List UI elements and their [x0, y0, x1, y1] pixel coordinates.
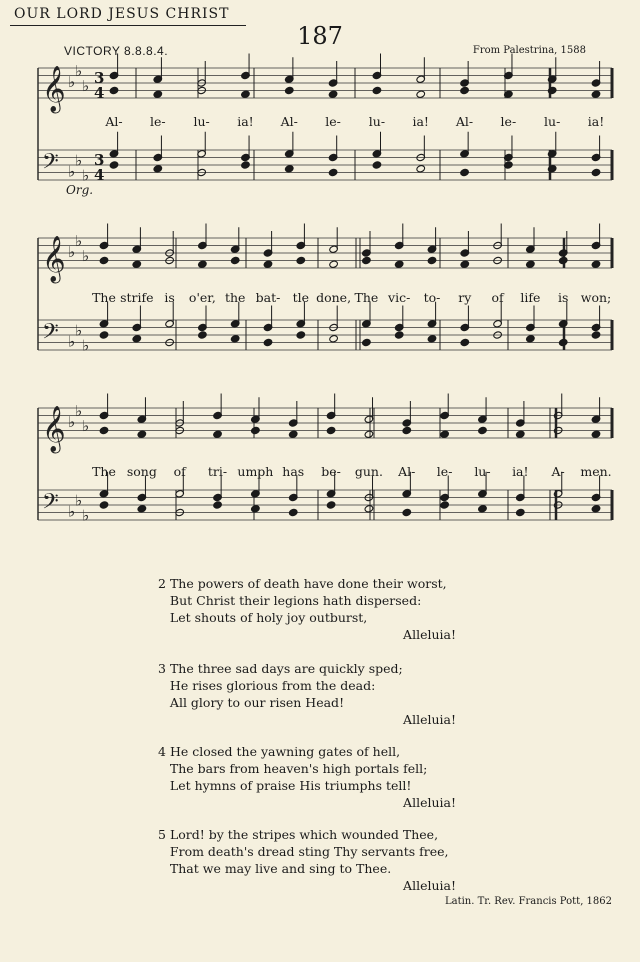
note-head [230, 256, 240, 264]
lyric-syllable: o'er, [188, 290, 216, 305]
lyric-syllable: The [92, 464, 116, 479]
verse-5 [158, 826, 456, 894]
verse-4 [158, 743, 456, 811]
lyric-syllable: lu- [368, 114, 386, 129]
note-head [372, 161, 382, 169]
note-head [296, 331, 306, 339]
note-head [558, 256, 568, 264]
verse-3 [158, 660, 456, 728]
lyric-syllable: ia! [412, 114, 429, 129]
lyric-syllable: life [520, 290, 541, 305]
note-head [329, 260, 339, 268]
text-attribution: Latin. Tr. Rev. Francis Pott, 1862 [444, 896, 612, 907]
note-head [263, 260, 273, 268]
note-head [372, 86, 382, 94]
flat-icon: ♭ [82, 76, 90, 95]
note-head [99, 426, 109, 434]
flat-icon: ♭ [68, 162, 76, 181]
note-head [402, 426, 412, 434]
note-head [213, 430, 223, 438]
flat-icon: ♭ [82, 506, 90, 525]
verse-line: All glory to our risen Head! [169, 695, 345, 710]
lyric-syllable: A- [551, 464, 565, 479]
flat-icon: ♭ [75, 231, 83, 250]
note-head [460, 260, 470, 268]
verse-line: He rises glorious from the dead: [169, 678, 376, 693]
note-head [364, 430, 374, 438]
lyric-syllable: tle [292, 290, 310, 305]
verse-line: 2 The powers of death have done their worst, [158, 576, 447, 591]
note-head [284, 165, 294, 173]
section-title: OUR LORD JESUS CHRIST [14, 6, 230, 22]
note-head [99, 501, 109, 509]
note-head [416, 90, 426, 98]
meter-numerator: 3 [94, 69, 105, 87]
bass-clef-icon: 𝄢 [42, 489, 59, 520]
note-head [558, 338, 568, 346]
note-head [516, 430, 526, 438]
note-head [329, 335, 339, 343]
lyric-syllable: Al- [280, 114, 298, 129]
lyric-syllable: Al- [105, 114, 123, 129]
lyric-syllable: done, [316, 290, 352, 305]
flat-icon: ♭ [75, 61, 83, 80]
verse-line: That we may live and sing to Thee. [169, 861, 392, 876]
note-head [427, 256, 437, 264]
note-head [241, 90, 251, 98]
note-head [137, 430, 147, 438]
verse-line: Let shouts of holy joy outburst, [169, 610, 368, 625]
note-head [416, 165, 426, 173]
lyric-syllable: bat- [255, 290, 281, 305]
note-head [326, 426, 336, 434]
note-head [460, 86, 470, 94]
flat-icon: ♭ [82, 416, 90, 435]
tune-name: VICTORY 8.8.8.4. [64, 44, 169, 58]
lyric-syllable: The [354, 290, 379, 305]
bass-clef-icon: 𝄢 [42, 319, 59, 350]
flat-icon: ♭ [68, 73, 76, 91]
verse-line: 4 He closed the yawning gates of hell, [158, 744, 401, 759]
lyric-syllable: lu- [193, 114, 210, 129]
note-head [198, 260, 208, 268]
note-head [251, 505, 261, 513]
lyric-syllable: of [491, 290, 504, 305]
lyric-syllable: to- [423, 290, 441, 305]
verse-line: The bars from heaven's high portals fell; [169, 761, 428, 776]
note-head [364, 505, 374, 513]
verse-refrain: Alleluia! [403, 627, 456, 642]
meter-denominator: 4 [94, 84, 105, 102]
treble-clef-icon: 𝄞 [42, 236, 66, 282]
note-head [591, 168, 601, 176]
bass-clef-icon: 𝄢 [42, 149, 59, 180]
music-attribution: From Palestrina, 1588 [472, 45, 586, 56]
note-head [440, 430, 450, 438]
meter-denominator: 4 [94, 166, 105, 184]
note-head [460, 338, 470, 346]
lyric-syllable: song [126, 464, 157, 479]
note-head [427, 335, 437, 343]
note-head [591, 90, 601, 98]
note-head [591, 331, 601, 339]
note-head [478, 426, 488, 434]
hymn-number: 187 [297, 22, 343, 50]
lyric-syllable: le- [500, 114, 517, 129]
note-head [230, 335, 240, 343]
note-head [99, 331, 109, 339]
lyric-syllable: ia! [512, 464, 529, 479]
lyric-syllable: has [282, 464, 305, 479]
note-head [132, 335, 142, 343]
meter-numerator: 3 [94, 151, 105, 169]
note-head [402, 508, 412, 516]
lyric-syllable: is [557, 290, 569, 305]
lyric-syllable: The [92, 290, 116, 305]
verse-2 [158, 575, 456, 643]
note-head [478, 505, 488, 513]
note-head [241, 161, 251, 169]
note-head [362, 338, 372, 346]
flat-icon: ♭ [75, 491, 83, 510]
lyric-syllable: won; [580, 290, 612, 305]
note-head [516, 508, 526, 516]
note-head [328, 168, 338, 176]
lyric-syllable: the [224, 290, 246, 305]
instrument-label: Org. [66, 183, 94, 197]
lyric-syllable: gun. [354, 464, 383, 479]
treble-clef-icon: 𝄞 [42, 406, 66, 452]
flat-icon: ♭ [68, 502, 76, 521]
note-head [591, 505, 601, 513]
note-head [109, 86, 119, 94]
flat-icon: ♭ [68, 332, 76, 351]
note-head [198, 331, 208, 339]
verse-refrain: Alleluia! [403, 712, 456, 727]
lyric-syllable: is [164, 290, 175, 305]
lyric-syllable: lu- [474, 464, 491, 479]
flat-icon: ♭ [82, 166, 90, 185]
note-head [296, 256, 306, 264]
note-head [213, 501, 223, 509]
note-head [263, 338, 273, 346]
note-head [440, 501, 450, 509]
note-head [99, 256, 109, 264]
verse-line: 3 The three sad days are quickly sped; [158, 661, 403, 676]
verse-line: 5 Lord! by the stripes which wounded Thee, [158, 827, 439, 842]
flat-icon: ♭ [82, 336, 90, 355]
verse-line: From death's dread sting Thy servants free, [169, 844, 449, 859]
verse-line: Let hymns of praise His triumphs tell! [169, 778, 412, 793]
note-head [591, 430, 601, 438]
note-head [153, 165, 163, 173]
note-head [153, 90, 163, 98]
lyric-syllable: men. [580, 464, 612, 479]
lyric-syllable: vic- [388, 290, 411, 305]
flat-icon: ♭ [75, 151, 83, 170]
lyric-syllable: be- [321, 464, 341, 479]
lyric-syllable: le- [436, 464, 453, 479]
lyric-syllable: of [173, 464, 186, 479]
lyric-syllable: strife [120, 290, 154, 305]
flat-icon: ♭ [75, 321, 83, 340]
verse-line: But Christ their legions hath dispersed: [169, 593, 422, 608]
lyric-syllable: ry [458, 290, 472, 305]
note-head [132, 260, 142, 268]
flat-icon: ♭ [82, 246, 90, 265]
note-head [288, 508, 298, 516]
note-head [328, 90, 338, 98]
note-head [394, 331, 404, 339]
lyric-syllable: Al- [455, 114, 474, 129]
flat-icon: ♭ [68, 413, 76, 431]
lyric-syllable: le- [325, 114, 341, 129]
note-head [394, 260, 404, 268]
verse-refrain: Alleluia! [403, 795, 456, 810]
lyric-syllable: umph [237, 464, 274, 479]
note-head [326, 501, 336, 509]
verse-refrain: Alleluia! [403, 878, 456, 893]
note-head [591, 260, 601, 268]
note-head [362, 256, 372, 264]
note-head [460, 168, 470, 176]
note-head [526, 260, 536, 268]
note-head [284, 86, 294, 94]
lyric-syllable: lu- [544, 114, 561, 129]
note-head [288, 430, 298, 438]
lyric-syllable: tri- [207, 464, 228, 479]
lyric-syllable: Al- [398, 464, 416, 479]
lyric-syllable: ia! [587, 114, 605, 129]
treble-clef-icon: 𝄞 [42, 66, 66, 112]
flat-icon: ♭ [68, 243, 76, 261]
note-head [137, 505, 147, 513]
note-head [526, 335, 536, 343]
lyric-syllable: ia! [237, 114, 254, 129]
flat-icon: ♭ [75, 401, 83, 420]
lyric-syllable: le- [150, 114, 166, 129]
note-head [251, 426, 261, 434]
note-head [109, 161, 119, 169]
